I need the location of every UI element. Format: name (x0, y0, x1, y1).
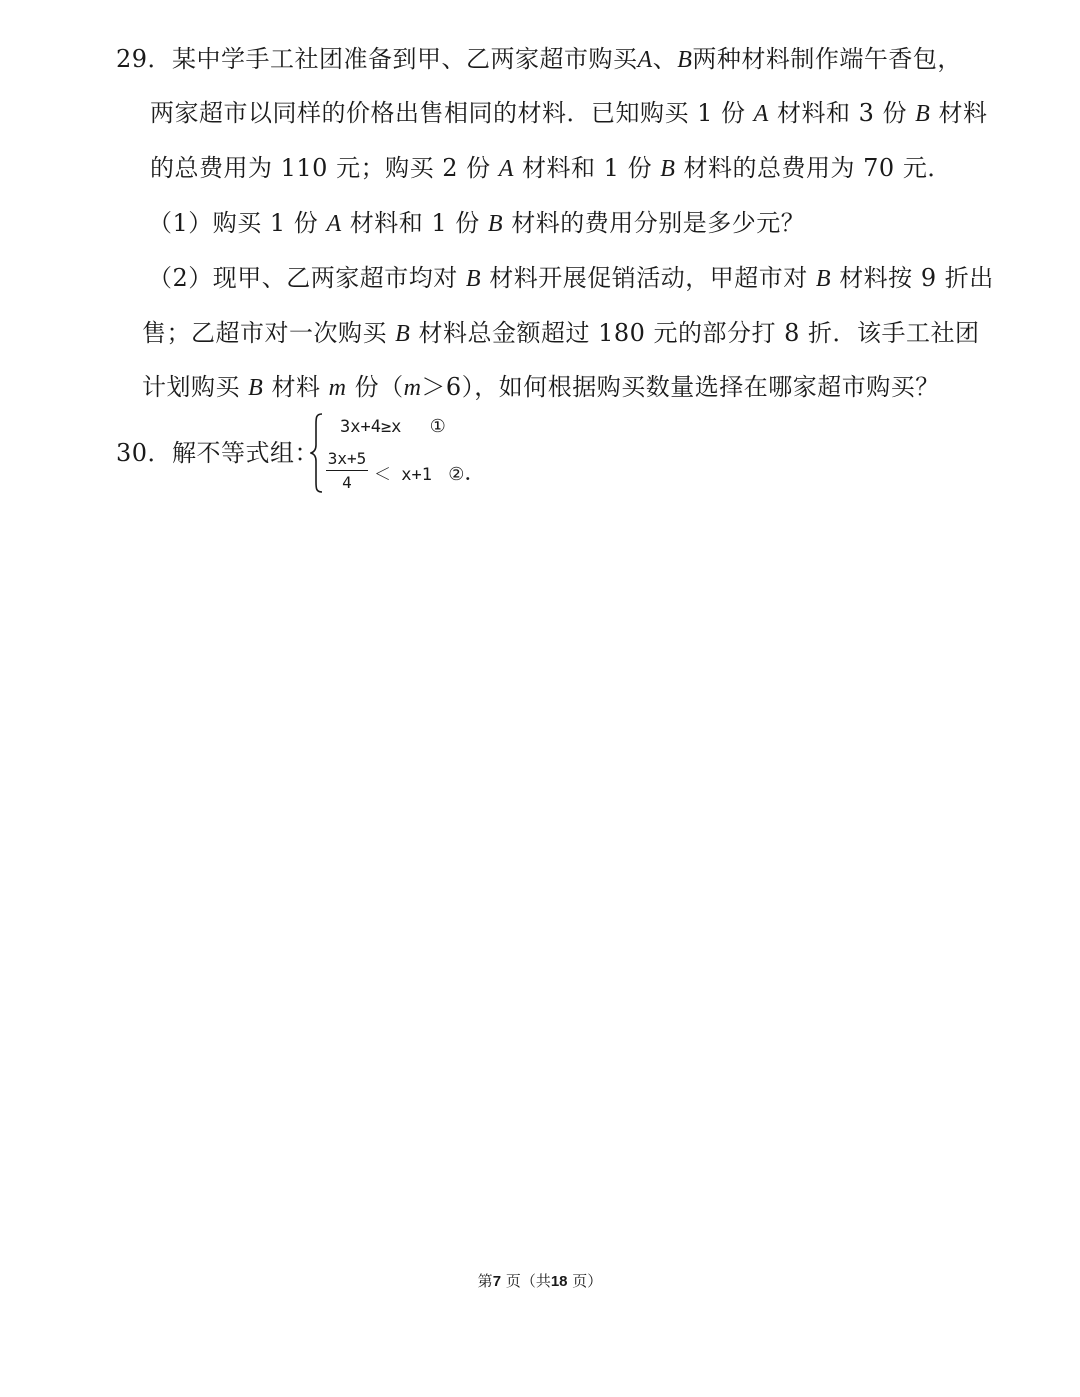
fraction (326, 449, 368, 493)
q29-part-2-line-3: 计划购买 B 材料 m 份（m＞6），如何根据购买数量选择在哪家超市购买？ (142, 373, 940, 401)
page-footer: 第7 页（共18 页） (477, 1272, 603, 1290)
q30-number: 30． (116, 439, 173, 467)
q29-part-1: （1）购买 1 份 A 材料和 1 份 B 材料的费用分别是多少元？ (148, 209, 806, 237)
q29-line-3: 的总费用为 110 元；购买 2 份 A 材料和 1 份 B 材料的总费用为 70 元． (150, 154, 952, 182)
inequality-1: 3x+4≥x ① (340, 416, 446, 437)
q29-part-2-line-2: 售；乙超市对一次购买 B 材料总金额超过 180 元的部分打 8 折．该手工社团 (142, 319, 980, 347)
inequality-system (310, 412, 510, 494)
inequality-2: ＜ x+1 ②． (374, 461, 487, 486)
left-brace-icon (310, 412, 324, 494)
circled-one-marker: ① (429, 416, 446, 437)
fraction-denominator: 4 (342, 473, 352, 492)
q30-line: 30．解不等式组： (116, 439, 320, 467)
q29-line-1: 29．某中学手工社团准备到甲、乙两家超市购买A、B两种材料制作端午香包， (116, 45, 962, 73)
total-pages: 18 (550, 1273, 568, 1290)
q29-part-2-line-1: （2）现甲、乙两家超市均对 B 材料开展促销活动，甲超市对 B 材料按 9 折出 (148, 264, 994, 292)
fraction-numerator: 3x+5 (326, 449, 368, 471)
circled-two-marker: ② (448, 464, 465, 485)
q29-line-2: 两家超市以同样的价格出售相同的材料．已知购买 1 份 A 材料和 3 份 B 材料 (150, 99, 988, 127)
q29-number: 29． (116, 45, 173, 73)
page-number: 7 (492, 1273, 502, 1290)
